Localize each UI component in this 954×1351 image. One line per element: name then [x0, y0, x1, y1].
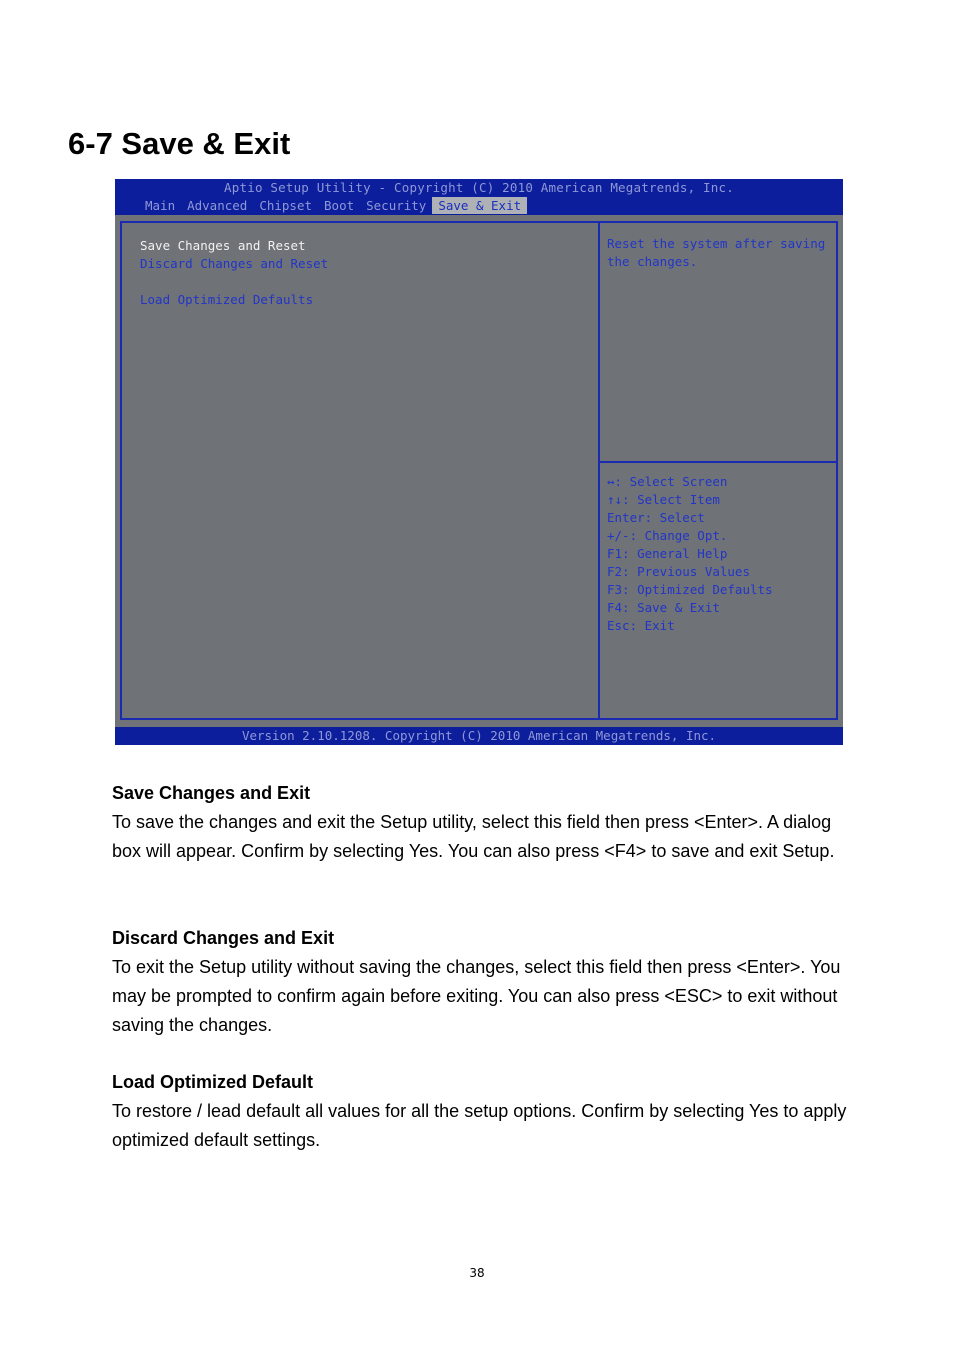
- tab-advanced[interactable]: Advanced: [187, 198, 248, 213]
- key-help-list: [607, 473, 773, 635]
- panel-divider-vertical: [598, 223, 600, 718]
- section-body: To exit the Setup utility without saving the changes, select this field then press <Enter>. You may be prompted to confirm again before exiting. You can also press <ESC> to exit without saving the changes.: [112, 957, 841, 1035]
- key-help-f1: F1: General Help: [607, 546, 728, 561]
- help-line: the changes.: [607, 254, 698, 269]
- tab-save-exit[interactable]: Save & Exit: [432, 197, 527, 214]
- tab-boot[interactable]: Boot: [324, 198, 355, 213]
- section-discard-changes: [112, 924, 847, 1040]
- section-body: To restore / lead default all values for all the setup options. Confirm by selecting Yes to apply optimized default settings.: [112, 1101, 847, 1150]
- bios-header: [115, 179, 843, 215]
- tab-chipset[interactable]: Chipset: [259, 198, 313, 213]
- bios-header-title: Aptio Setup Utility - Copyright (C) 2010 American Megatrends, Inc.: [224, 180, 734, 195]
- menu-item-discard-changes-reset[interactable]: Discard Changes and Reset: [140, 256, 329, 271]
- bios-screenshot: [115, 179, 843, 745]
- tab-main[interactable]: Main: [145, 198, 176, 213]
- bios-menu-list: [140, 237, 328, 309]
- tab-security[interactable]: Security: [366, 198, 427, 213]
- key-help-f2: F2: Previous Values: [607, 564, 750, 579]
- bios-footer: Version 2.10.1208. Copyright (C) 2010 American Megatrends, Inc.: [115, 727, 843, 745]
- section-save-changes: [112, 779, 847, 866]
- key-help-change-opt: +/-: Change Opt.: [607, 528, 728, 543]
- key-help-f3: F3: Optimized Defaults: [607, 582, 773, 597]
- key-help-f4: F4: Save & Exit: [607, 600, 720, 615]
- page-number: 38: [469, 1266, 485, 1280]
- section-heading: Load Optimized Default: [112, 1072, 314, 1092]
- panel-divider-horizontal: [600, 461, 836, 463]
- bios-main-panel: [120, 221, 838, 720]
- key-help-esc: Esc: Exit: [607, 618, 675, 633]
- menu-item-save-changes-reset[interactable]: Save Changes and Reset: [140, 238, 306, 253]
- section-heading: Save Changes and Exit: [112, 783, 311, 803]
- section-load-defaults: [112, 1068, 847, 1155]
- key-help-select-screen: ↔: Select Screen: [607, 474, 728, 489]
- key-help-select-item: ↑↓: Select Item: [607, 492, 720, 507]
- item-help-text: [607, 235, 832, 271]
- bios-tab-bar: [139, 197, 527, 214]
- menu-item-load-optimized-defaults[interactable]: Load Optimized Defaults: [140, 292, 314, 307]
- section-heading: Discard Changes and Exit: [112, 928, 335, 948]
- help-line: Reset the system after saving: [607, 236, 826, 251]
- section-body: To save the changes and exit the Setup utility, select this field then press <Enter>. A dialog box will appear. Confirm by selecting Yes. You can also press <F4> to save and exit Setup.: [112, 812, 835, 861]
- key-help-enter: Enter: Select: [607, 510, 705, 525]
- page-title: 6-7 Save & Exit: [68, 126, 291, 161]
